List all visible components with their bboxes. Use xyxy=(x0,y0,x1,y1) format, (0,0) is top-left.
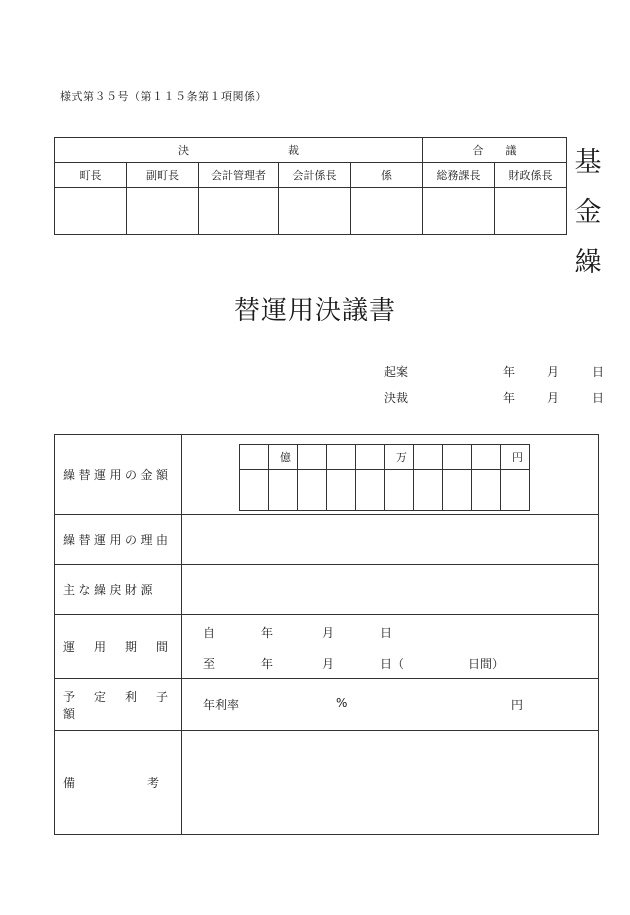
oku-unit: 億 xyxy=(269,445,298,470)
period-from-year: 年 xyxy=(261,626,274,640)
period-to: 至 xyxy=(203,657,216,671)
interest-field[interactable] xyxy=(182,679,599,731)
amount-digit-box[interactable] xyxy=(443,470,472,511)
role-finance-chief: 財政係長 xyxy=(495,163,567,188)
role-mayor: 町長 xyxy=(55,163,127,188)
interest-label: 予 定 利 子 額 xyxy=(55,679,182,731)
interest-percent: % xyxy=(336,696,348,710)
remarks-field[interactable] xyxy=(182,731,599,835)
man-unit: 万 xyxy=(385,445,414,470)
amount-digit-box[interactable] xyxy=(356,470,385,511)
period-to-year: 年 xyxy=(261,657,274,671)
reason-label: 繰替運用の理由 xyxy=(55,515,182,565)
vertical-title-char: 基 xyxy=(574,147,602,178)
amount-digit-header xyxy=(443,445,472,470)
period-to-month: 月 xyxy=(322,657,335,671)
period-to-day: 日（ xyxy=(380,657,405,671)
amount-digit-header xyxy=(327,445,356,470)
amount-digit-box[interactable] xyxy=(472,470,501,511)
amount-digit-header xyxy=(414,445,443,470)
amount-digit-box[interactable] xyxy=(327,470,356,511)
reason-field[interactable] xyxy=(182,515,599,565)
source-label: 主な繰戻財源 xyxy=(55,565,182,615)
amount-digit-box[interactable] xyxy=(414,470,443,511)
form-number: 様式第３５号（第１１５条第１項関係） xyxy=(60,90,267,103)
draft-day: 日 xyxy=(592,365,605,379)
document-title: 替運用決議書 xyxy=(233,296,396,326)
source-field[interactable] xyxy=(182,565,599,615)
draft-month: 月 xyxy=(547,365,560,379)
period-from: 自 xyxy=(203,626,216,640)
amount-digit-header xyxy=(240,445,269,470)
amount-digit-box[interactable] xyxy=(240,470,269,511)
amount-digit-box[interactable] xyxy=(501,470,530,511)
approval-group-decision: 決 裁 xyxy=(55,138,423,163)
stamp-box[interactable] xyxy=(351,188,423,235)
amount-digit-box[interactable] xyxy=(269,470,298,511)
amount-digit-header xyxy=(298,445,327,470)
remarks-label: 備 考 xyxy=(55,731,182,835)
amount-digit-box[interactable] xyxy=(298,470,327,511)
stamp-box[interactable] xyxy=(55,188,127,235)
stamp-box[interactable] xyxy=(423,188,495,235)
draft-year: 年 xyxy=(503,365,516,379)
amount-cell xyxy=(182,435,599,515)
period-from-day: 日 xyxy=(380,626,393,640)
vertical-title-char: 金 xyxy=(574,197,602,228)
amount-label: 繰替運用の金額 xyxy=(55,435,182,515)
period-label: 運 用 期 間 xyxy=(55,615,182,679)
amount-digit-box[interactable] xyxy=(385,470,414,511)
stamp-box[interactable] xyxy=(279,188,351,235)
approval-group-consultation: 合 議 xyxy=(423,138,567,163)
decision-day: 日 xyxy=(592,391,605,405)
interest-rate-label: 年利率 xyxy=(203,698,240,712)
role-general-affairs-head: 総務課長 xyxy=(423,163,495,188)
period-days: 日間） xyxy=(468,657,505,671)
resolution-table xyxy=(54,434,599,835)
amount-grid[interactable] xyxy=(239,444,530,511)
role-accounting-chief: 会計係長 xyxy=(279,163,351,188)
stamp-box[interactable] xyxy=(127,188,199,235)
amount-digit-header xyxy=(472,445,501,470)
amount-digit-header xyxy=(356,445,385,470)
decision-month: 月 xyxy=(547,391,560,405)
interest-yen: 円 xyxy=(511,698,524,712)
stamp-box[interactable] xyxy=(199,188,279,235)
vertical-title-char: 繰 xyxy=(574,247,602,278)
yen-unit: 円 xyxy=(501,445,530,470)
draft-date-label: 起案 xyxy=(384,365,409,379)
role-deputy-mayor: 副町長 xyxy=(127,163,199,188)
stamp-box[interactable] xyxy=(495,188,567,235)
role-staff: 係 xyxy=(351,163,423,188)
vertical-title xyxy=(573,138,603,288)
role-accounting-manager: 会計管理者 xyxy=(199,163,279,188)
approval-stamp-grid xyxy=(54,137,567,235)
period-from-month: 月 xyxy=(322,626,335,640)
decision-year: 年 xyxy=(503,391,516,405)
decision-date-label: 決裁 xyxy=(384,391,409,405)
period-field[interactable] xyxy=(182,615,599,679)
